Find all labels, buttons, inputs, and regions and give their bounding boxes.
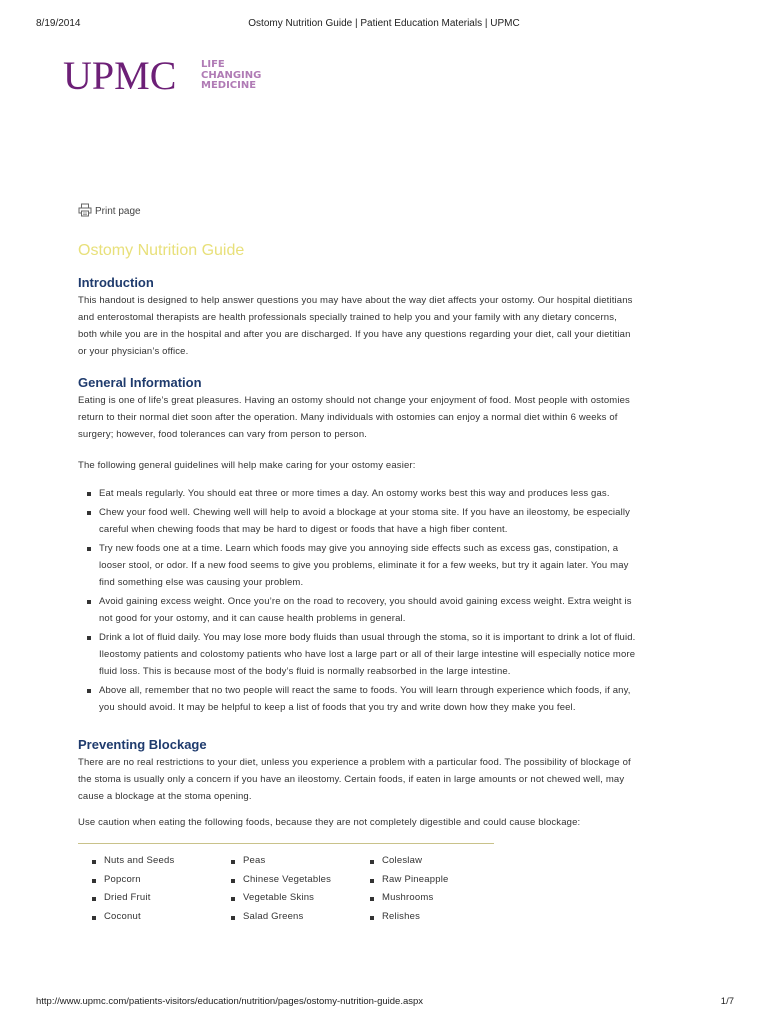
print-footer [0, 996, 768, 1010]
list-item: Raw Pineapple [368, 871, 508, 890]
list-item: Dried Fruit [90, 889, 230, 908]
list-item: Coleslaw [368, 852, 508, 871]
list-item: Peas [229, 852, 369, 871]
list-item: Above all, remember that no two people will react the same to foods. You will learn through experience which foods, if any, you should avoid. It may be helpful to keep a list of foods that you try and write down how they make you feel. [78, 682, 638, 716]
general-information-text: Eating is one of life’s great pleasures. Having an ostomy should not change your enjoyment of food. Most people with ostomies return to their normal diet soon after the operation. Many individuals with ostomies can enjoy a normal diet within 6 weeks of surgery; however, food tolerances can vary from person to person. [78, 395, 630, 440]
list-item: Popcorn [90, 871, 230, 890]
blockage-foods-lead: Use caution when eating the following foods, because they are not completely digestible and could cause blockage: [78, 817, 581, 828]
article [78, 240, 638, 928]
list-item: Mushrooms [368, 889, 508, 908]
print-page-label: Print page [95, 206, 141, 217]
foods-column-2 [229, 852, 369, 926]
page-title: Ostomy Nutrition Guide [78, 242, 245, 259]
foods-column-1 [90, 852, 230, 926]
list-item: Relishes [368, 908, 508, 927]
foods-column-3 [368, 852, 508, 926]
introduction-text: This handout is designed to help answer questions you may have about the way diet affects your ostomy. Our hospital dietitians and enterostomal therapists are health professionals specially trained to help you and your family with any dietary concerns, both while you are in the hospital and after you are discharged. If you have any questions regarding your diet, call your dietitian or your physician’s office. [78, 295, 633, 357]
print-document-title: Ostomy Nutrition Guide | Patient Education Materials | UPMC [248, 18, 520, 29]
logo-tagline-line-2: CHANGING [201, 69, 262, 81]
list-item: Nuts and Seeds [90, 852, 230, 871]
preventing-blockage-heading: Preventing Blockage [78, 737, 207, 752]
guidelines-lead: The following general guidelines will help make caring for your ostomy easier: [78, 460, 416, 471]
blockage-foods-list [78, 852, 638, 928]
logo-tagline [201, 60, 261, 92]
list-item: Avoid gaining excess weight. Once you’re on the road to recovery, you should avoid gaining excess weight. Extra weight is not good for your ostomy, and it can cause health problems in general. [78, 593, 638, 627]
divider [78, 843, 494, 844]
page-number: 1/7 [720, 996, 734, 1007]
list-item: Chinese Vegetables [229, 871, 369, 890]
logo-wordmark: UPMC [63, 53, 177, 98]
list-item: Vegetable Skins [229, 889, 369, 908]
list-item: Salad Greens [229, 908, 369, 927]
list-item: Eat meals regularly. You should eat three or more times a day. An ostomy works best this way and produces less gas. [78, 485, 638, 502]
list-item: Drink a lot of fluid daily. You may lose more body fluids than usual through the stoma, so it is important to drink a lot of fluid. Ileostomy patients and colostomy patients who have lost a large part or all of their large intestine will especially notice more fluid loss. This is because most of the body’s fluid is normally reabsorbed in the large intestine. [78, 629, 638, 680]
logo-tagline-line-1: LIFE [201, 59, 225, 70]
general-information-heading: General Information [78, 375, 202, 390]
list-item: Try new foods one at a time. Learn which foods may give you annoying side effects such as excess gas, constipation, a looser stool, or odor. If a new food seems to give you problems, eliminate it for a few weeks, but try it again later. You may find something else was causing your problem. [78, 540, 638, 591]
page-url: http://www.upmc.com/patients-visitors/education/nutrition/pages/ostomy-nutrition-guide.aspx [36, 996, 424, 1007]
list-item: Coconut [90, 908, 230, 927]
logo-tagline-line-3: MEDICINE [201, 80, 257, 91]
introduction-heading: Introduction [78, 275, 154, 290]
print-date: 8/19/2014 [36, 18, 81, 29]
print-header [0, 18, 768, 32]
preventing-blockage-text: There are no real restrictions to your diet, unless you experience a problem with a particular food. The possibility of blockage of the stoma is usually only a concern if you have an ileostomy. Certain foods, if eaten in large amounts or not chewed well, may cause a blockage at the stoma opening. [78, 757, 631, 802]
guidelines-list [78, 485, 638, 716]
printer-icon [78, 203, 92, 220]
list-item: Chew your food well. Chewing well will help to avoid a blockage at your stoma site. If you have an ileostomy, be especially careful when chewing foods that may be hard to digest or foods that have a high fiber content. [78, 504, 638, 538]
